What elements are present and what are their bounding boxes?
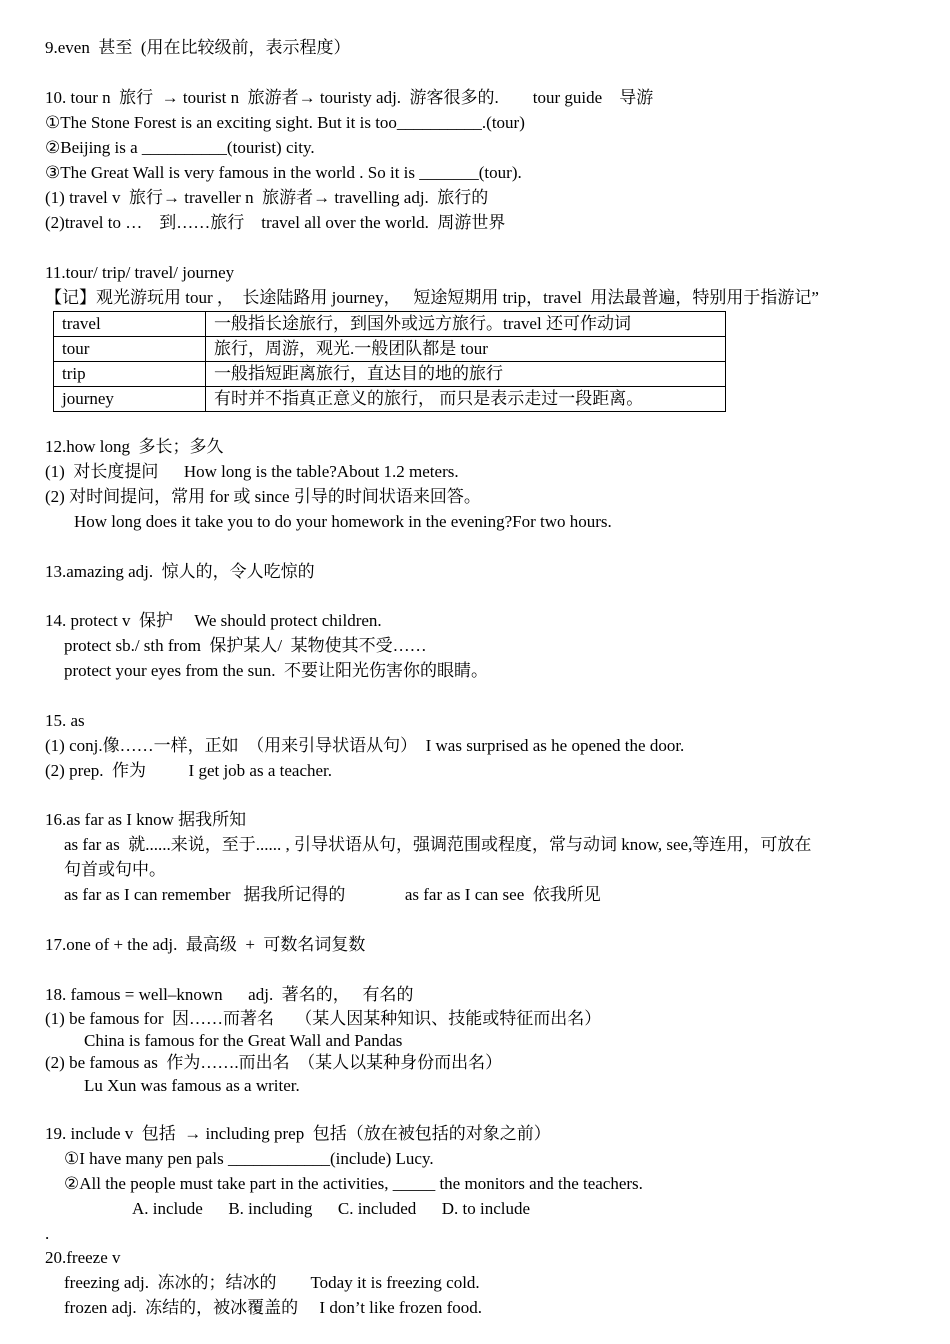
section-10-point-2: (2)travel to … 到……旅行 travel all over the world. 周游世界	[45, 213, 506, 232]
section-13-heading: 13.amazing adj. 惊人的，令人吃惊的	[45, 562, 315, 581]
section-10-point-1: (1) travel v 旅行→ traveller n 旅游者→ travelling adj. 旅行的	[45, 188, 489, 207]
section-18-heading: 18. famous = well–known adj. 著名的， 有名的	[45, 985, 414, 1004]
section-16-heading: 16.as far as I know 据我所知	[45, 810, 247, 829]
section-18-example-1: China is famous for the Great Wall and Pandas	[84, 1031, 403, 1050]
section-14-heading: 14. protect v 保护 We should protect children.	[45, 611, 382, 630]
section-19-heading: 19. include v 包括 → including prep 包括（放在被包括的对象之前）	[45, 1124, 551, 1143]
section-18-point-1: (1) be famous for 因……而著名 （某人因某种知识、技能或特征而出名）	[45, 1009, 602, 1028]
section-16-line-3: as far as I can remember 据我所记得的 as far as I can see 依我所见	[64, 885, 601, 904]
travel-words-table	[53, 311, 726, 412]
section-12-heading: 12.how long 多长；多久	[45, 437, 224, 456]
section-16-line-2: 句首或句中。	[64, 860, 166, 879]
section-19-exercise-2: ②All the people must take part in the activities, _____ the monitors and the teachers.	[64, 1174, 643, 1193]
section-10-heading: 10. tour n 旅行 → tourist n 旅游者→ touristy adj. 游客很多的. tour guide 导游	[45, 88, 654, 107]
table-cell-word: tour	[54, 337, 206, 362]
table-row	[54, 362, 726, 387]
section-15-heading: 15. as	[45, 711, 85, 730]
section-15-point-1: (1) conj.像……一样，正如 （用来引导状语从句） I was surprised as he opened the door.	[45, 736, 685, 755]
section-18-point-2: (2) be famous as 作为…….而出名 （某人以某种身份而出名）	[45, 1053, 503, 1072]
section-11-note: 【记】观光游玩用 tour ， 长途陆路用 journey， 短途短期用 trip，travel 用法最普遍，特别用于指游记”	[45, 288, 819, 307]
section-12-example: How long does it take you to do your homework in the evening?For two hours.	[74, 512, 612, 531]
table-row	[54, 312, 726, 337]
section-20-line-1: freezing adj. 冻冰的；结冰的 Today it is freezing cold.	[64, 1273, 480, 1292]
table-cell-word: trip	[54, 362, 206, 387]
section-10-exercise-1: ①The Stone Forest is an exciting sight. But it is too__________.(tour)	[45, 113, 525, 132]
section-11-heading: 11.tour/ trip/ travel/ journey	[45, 263, 235, 282]
section-17-heading: 17.one of + the adj. 最高级 + 可数名词复数	[45, 935, 366, 954]
table-row	[54, 337, 726, 362]
section-10-exercise-2: ②Beijing is a __________(tourist) city.	[45, 138, 315, 157]
section-18-example-2: Lu Xun was famous as a writer.	[84, 1076, 300, 1095]
section-20-line-2: frozen adj. 冻结的，被冰覆盖的 I don’t like frozen food.	[64, 1298, 482, 1317]
section-15-point-2: (2) prep. 作为 I get job as a teacher.	[45, 761, 333, 780]
section-19-exercise-1: ①I have many pen pals ____________(include) Lucy.	[64, 1149, 434, 1168]
section-16-line-1: as far as 就......来说，至于...... , 引导状语从句，强调范围或程度，常与动词 know, see,等连用，可放在	[64, 835, 812, 854]
table-cell-meaning: 有时并不指真正意义的旅行， 而只是表示走过一段距离。	[206, 387, 726, 412]
section-19-options: A. include B. including C. included D. to include	[132, 1199, 531, 1218]
table-row	[54, 387, 726, 412]
section-12-point-2: (2) 对时间提问，常用 for 或 since 引导的时间状语来回答。	[45, 487, 481, 506]
table-cell-meaning: 旅行，周游，观光.一般团队都是 tour	[206, 337, 726, 362]
section-12-point-1: (1) 对长度提问 How long is the table?About 1.2 meters.	[45, 462, 459, 481]
section-9-heading: 9.even 甚至 (用在比较级前，表示程度）	[45, 38, 351, 57]
table-cell-meaning: 一般指短距离旅行，直达目的地的旅行	[206, 362, 726, 387]
table-cell-meaning: 一般指长途旅行，到国外或远方旅行。travel 还可作动词	[206, 312, 726, 337]
section-14-line-2: protect your eyes from the sun. 不要让阳光伤害你的眼睛。	[64, 661, 488, 680]
section-10-exercise-3: ③The Great Wall is very famous in the world . So it is _______(tour).	[45, 163, 522, 182]
table-cell-word: journey	[54, 387, 206, 412]
section-14-line-1: protect sb./ sth from 保护某人/ 某物使其不受……	[64, 636, 427, 655]
table-cell-word: travel	[54, 312, 206, 337]
stray-dot: .	[45, 1224, 50, 1243]
section-20-heading: 20.freeze v	[45, 1248, 121, 1267]
